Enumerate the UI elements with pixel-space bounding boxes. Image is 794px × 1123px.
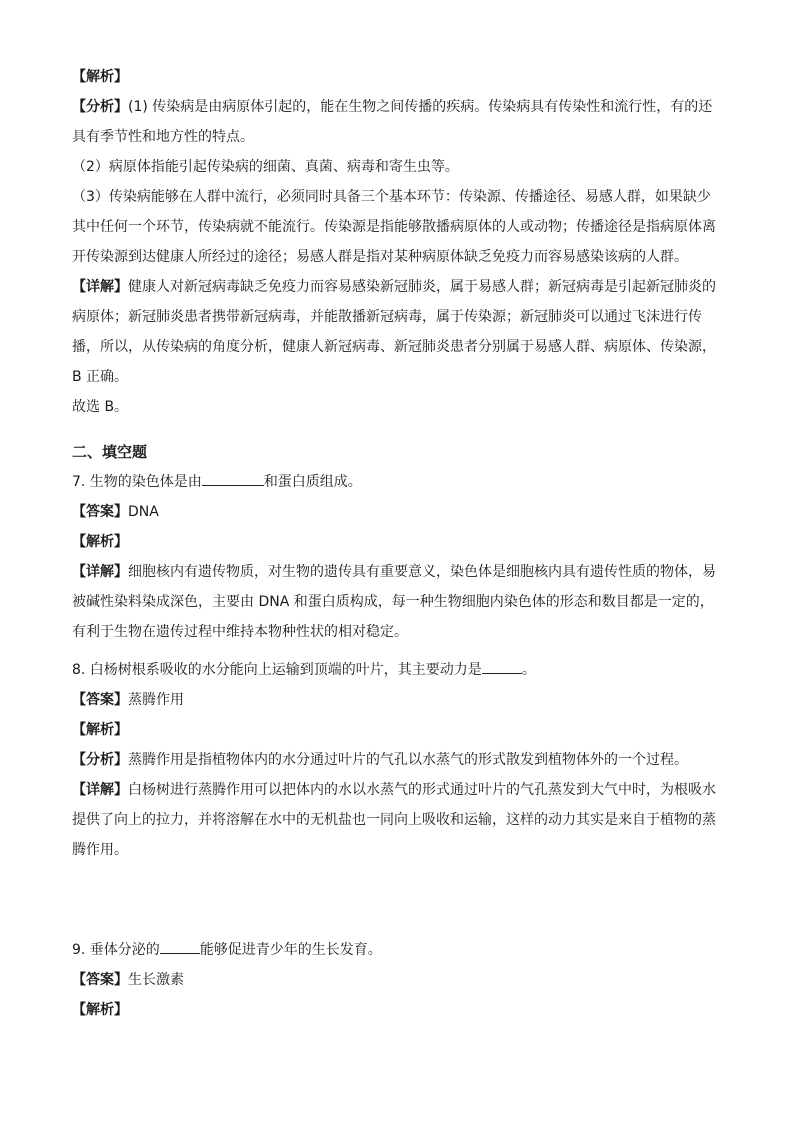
xiangjie-line: 有利于生物在遗传过程中维持本物种性状的相对稳定。 — [72, 624, 408, 640]
fenxi-line: （2）病原体指能引起传染病的细菌、真菌、病毒和寄生虫等。 — [72, 159, 459, 175]
fenxi-tag: 【分析】 — [72, 752, 128, 768]
xiangjie-line: B 正确。 — [72, 369, 129, 385]
conclusion: 故选 B。 — [72, 399, 129, 415]
jiexi-tag: 【解析】 — [72, 534, 128, 550]
jiexi-tag: 【解析】 — [72, 1002, 128, 1018]
question-9 — [72, 935, 722, 1025]
xiangjie-line: 白杨树进行蒸腾作用可以把体内的水以水蒸气的形式通过叶片的气孔蒸发到大气中时，为根吸水 — [128, 782, 716, 798]
question-text: 9. 垂体分泌的 — [72, 942, 160, 958]
xiangjie-line: 腾作用。 — [72, 842, 128, 858]
fenxi-tag: 【分析】 — [72, 99, 128, 115]
question-text: 和蛋白质组成。 — [263, 474, 362, 490]
answer-value: DNA — [128, 504, 159, 520]
answer-tag: 【答案】 — [72, 504, 128, 520]
answer-value: 蒸腾作用 — [128, 692, 184, 708]
answer-tag: 【答案】 — [72, 692, 128, 708]
xiangjie-tag: 【详解】 — [72, 782, 128, 798]
section-title: 二、填空题 — [72, 443, 148, 461]
answer-blank — [160, 935, 200, 954]
xiangjie-line: 提供了向上的拉力，并将溶解在水中的无机盐也一同向上吸收和运输，这样的动力其实是来自于植物的蒸 — [72, 812, 716, 828]
xiangjie-line: 病原体；新冠肺炎患者携带新冠病毒，并能散播新冠病毒，属于传染源；新冠肺炎可以通过飞沫进行传 — [72, 309, 702, 325]
xiangjie-tag: 【详解】 — [72, 564, 128, 580]
xiangjie-line: 播，所以，从传染病的角度分析，健康人新冠病毒、新冠肺炎患者分别属于易感人群、病原体、传染源， — [72, 339, 716, 355]
question-text: 7. 生物的染色体是由 — [72, 474, 202, 490]
question-7 — [72, 467, 722, 647]
xiangjie-line: 被碱性染料染成深色，主要由 DNA 和蛋白质构成，每一种生物细胞内染色体的形态和数目都是一定的， — [72, 594, 714, 610]
fenxi-line: 开传染源到达健康人所经过的途径；易感人群是指对某种病原体缺乏免疫力而容易感染该病的人群。 — [72, 249, 688, 265]
answer-blank — [202, 467, 264, 486]
answer-value: 生长激素 — [128, 972, 184, 988]
answer-tag: 【答案】 — [72, 972, 128, 988]
question-text: 能够促进青少年的生长发育。 — [199, 942, 382, 958]
question-8 — [72, 655, 722, 865]
xiangjie-line: 健康人对新冠病毒缺乏免疫力而容易感染新冠肺炎，属于易感人群；新冠病毒是引起新冠肺炎的 — [128, 279, 716, 295]
xiangjie-tag: 【详解】 — [72, 279, 128, 295]
fenxi-text: 蒸腾作用是指植物体内的水分通过叶片的气孔以水蒸气的形式散发到植物体外的一个过程。 — [128, 752, 688, 768]
fenxi-line: 其中任何一个环节，传染病就不能流行。传染源是指能够散播病原体的人或动物；传播途径是指病原体离 — [72, 219, 716, 235]
question-text: 8. 白杨树根系吸收的水分能向上运输到顶端的叶片，其主要动力是 — [72, 662, 482, 678]
fenxi-line: (1) 传染病是由病原体引起的，能在生物之间传播的疾病。传染病具有传染性和流行性，有的还 — [128, 99, 713, 115]
q6-analysis — [72, 62, 722, 422]
question-text: 。 — [521, 662, 536, 678]
jiexi-tag: 【解析】 — [72, 69, 128, 85]
fenxi-line: 具有季节性和地方性的特点。 — [72, 129, 254, 145]
xiangjie-line: 细胞核内有遗传物质，对生物的遗传具有重要意义，染色体是细胞核内具有遗传性质的物体，易 — [128, 564, 716, 580]
answer-blank — [482, 655, 522, 674]
fenxi-line: （3）传染病能够在人群中流行，必须同时具备三个基本环节：传染源、传播途径、易感人群，如果缺少 — [72, 189, 711, 205]
jiexi-tag: 【解析】 — [72, 722, 128, 738]
